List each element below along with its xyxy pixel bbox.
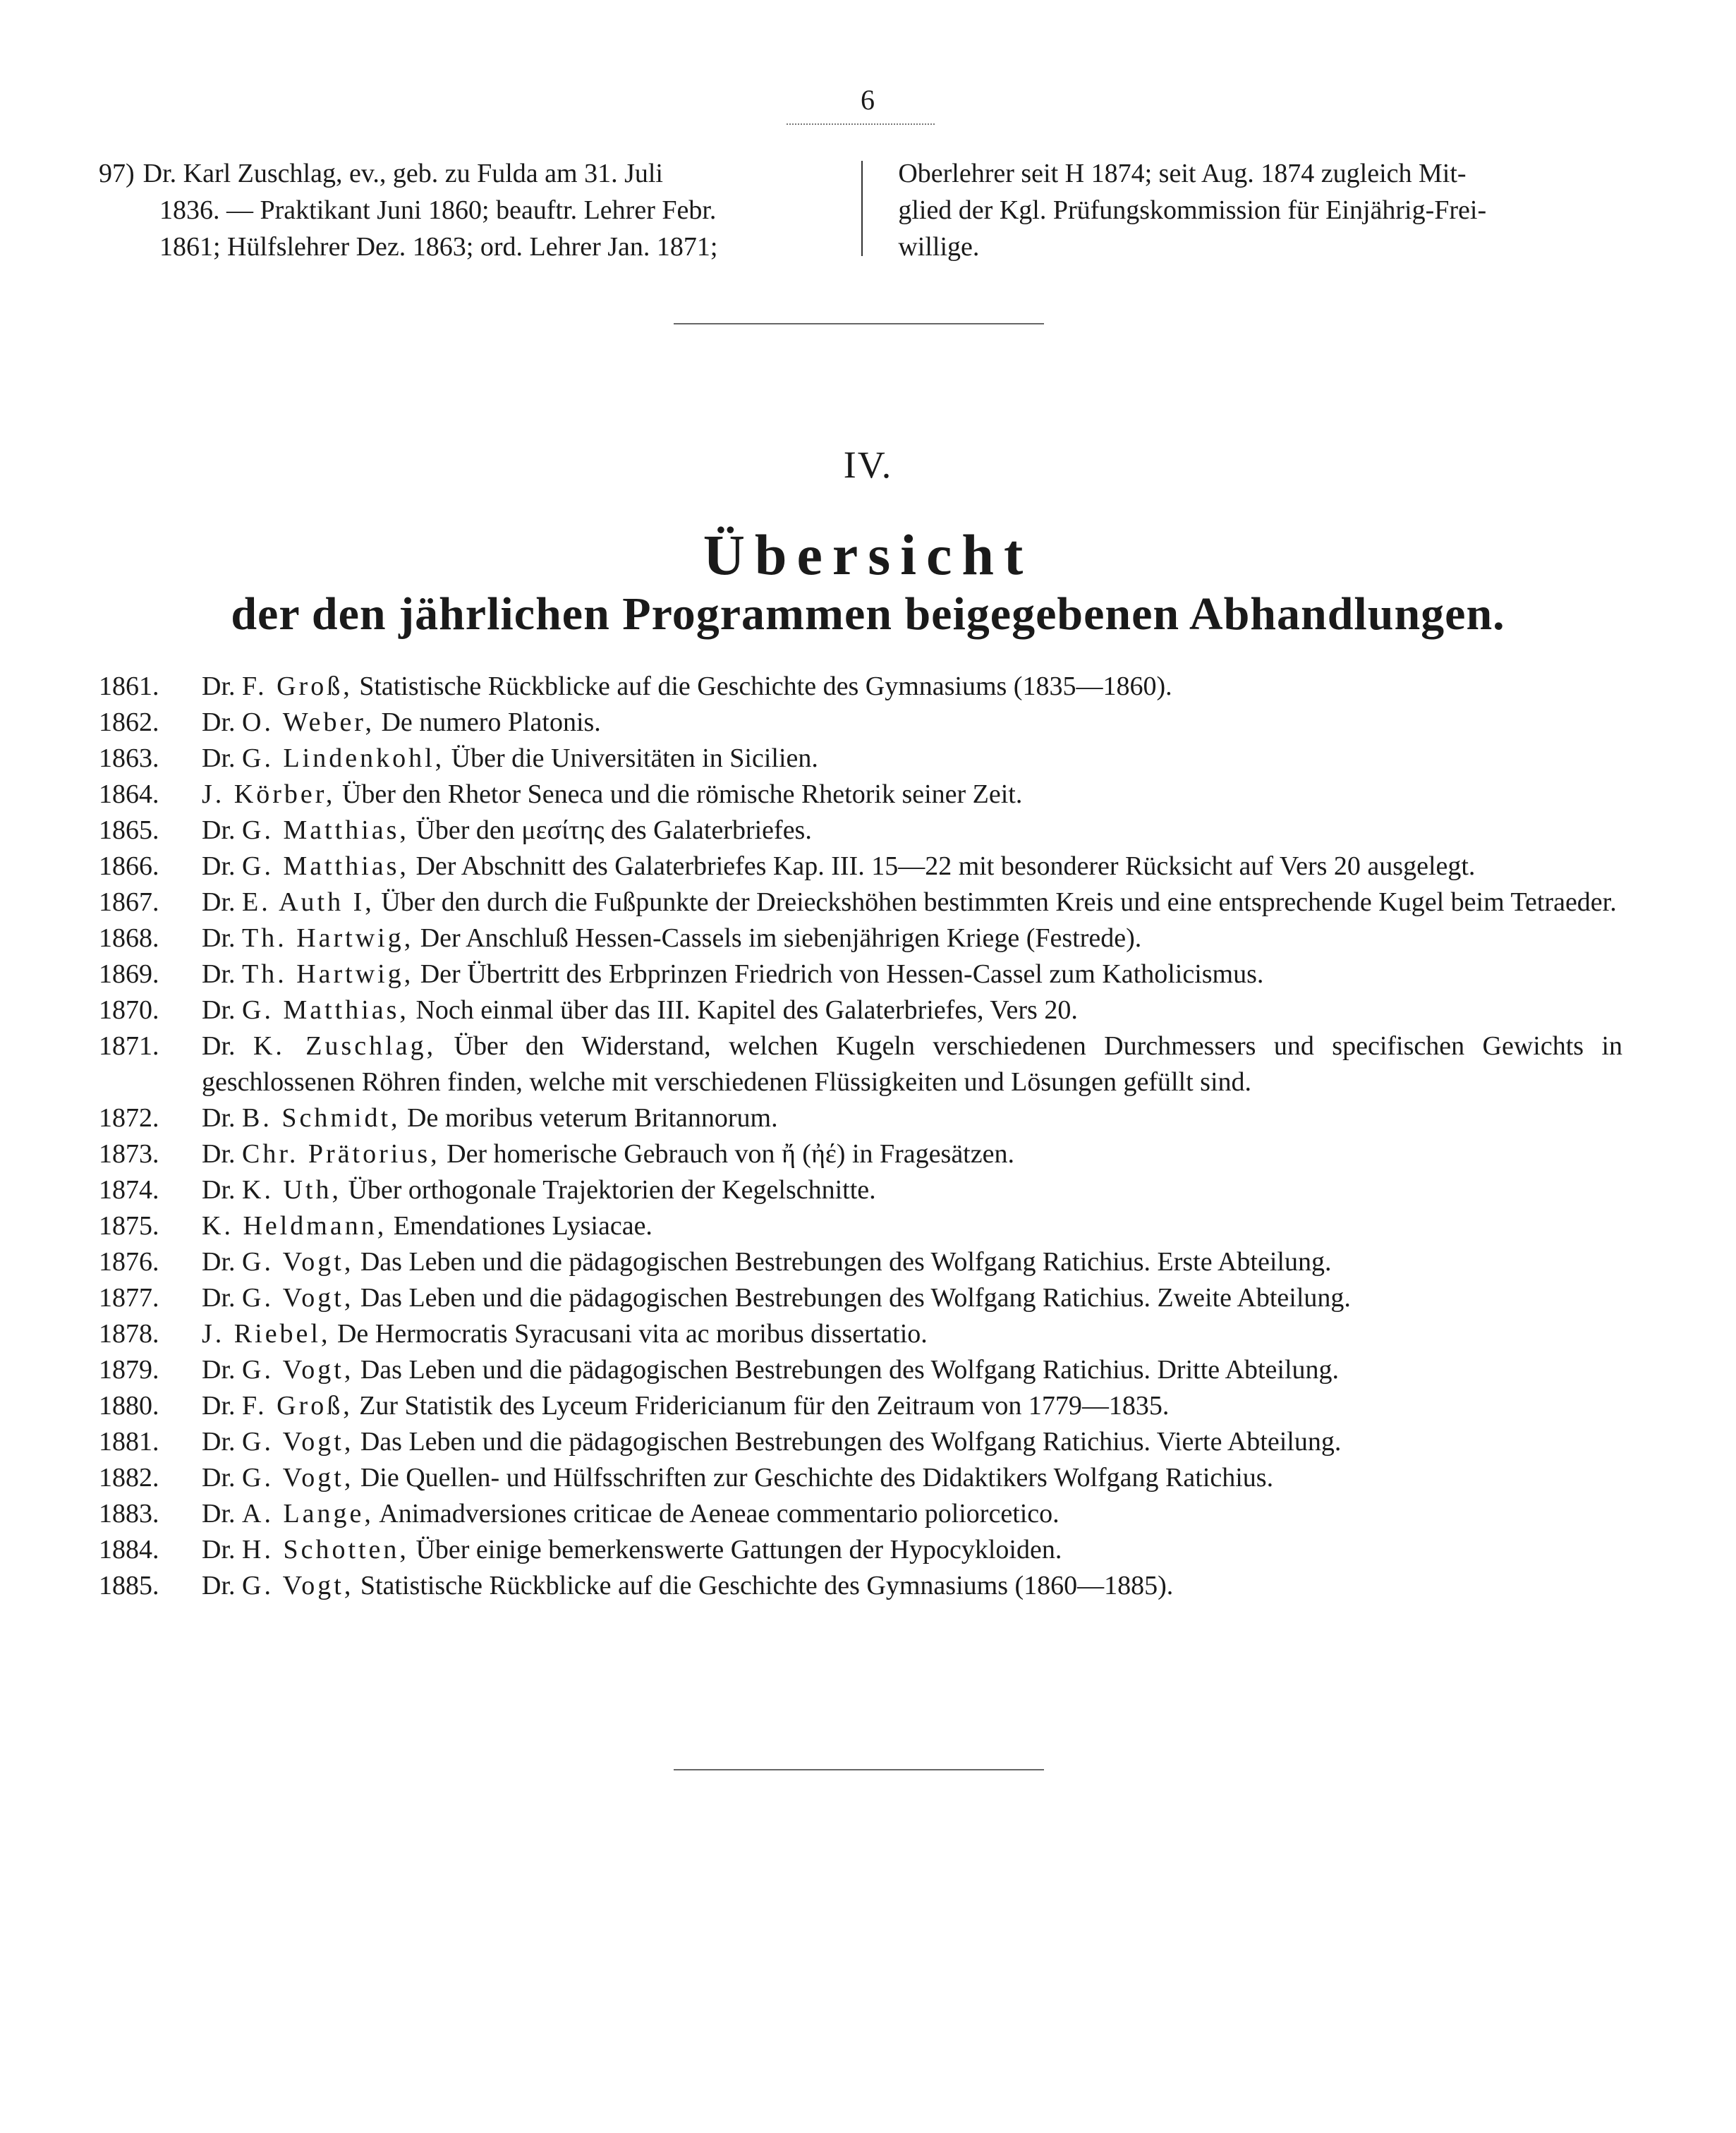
- entry-title: Der Übertritt des Erbprinzen Friedrich von Hessen-Cassel zum Katholicismus.: [420, 959, 1264, 989]
- entry-title: Das Leben und die pädagogischen Bestrebungen des Wolfgang Ratichius. Erste Abteilung.: [360, 1247, 1332, 1277]
- entry-author: A. Lange,: [242, 1499, 374, 1529]
- entry-author: K. Zuschlag,: [253, 1031, 437, 1061]
- entry-title: Der homerische Gebrauch von ἤ (ἠέ) in Fragesätzen.: [447, 1139, 1014, 1169]
- entry-author: G. Vogt,: [242, 1571, 354, 1600]
- entry-year: 1862.: [99, 707, 159, 737]
- entry-text: [202, 1532, 1622, 1568]
- entry-author: Th. Hartwig,: [242, 923, 414, 953]
- biography-line: glied der Kgl. Prüfungskommission für Einjährig-Frei-: [898, 195, 1487, 225]
- entry-text: [202, 885, 1622, 920]
- entry-year: 1870.: [99, 995, 159, 1025]
- entry-prefix: Dr.: [202, 1103, 236, 1133]
- list-item: [99, 920, 1622, 956]
- entry-prefix: Dr.: [202, 959, 236, 989]
- entry-prefix: Dr.: [202, 1463, 236, 1493]
- entry-title: Über den μεσίτης des Galaterbriefes.: [415, 815, 812, 845]
- list-item: [99, 1496, 1622, 1532]
- entry-year: 1864.: [99, 779, 159, 809]
- entry-text: [202, 1244, 1622, 1280]
- entry-author: K. Heldmann,: [202, 1211, 387, 1241]
- entry-prefix: Dr.: [202, 743, 236, 773]
- entry-author: O. Weber,: [242, 707, 375, 737]
- entry-author: G. Vogt,: [242, 1247, 354, 1277]
- entry-title: Die Quellen- und Hülfsschriften zur Geschichte des Didaktikers Wolfgang Ratichius.: [360, 1463, 1274, 1493]
- entry-text: [202, 741, 1622, 777]
- entry-title: Über einige bemerkenswerte Gattungen der Hypocykloiden.: [415, 1535, 1062, 1564]
- entry-year: 1866.: [99, 851, 159, 881]
- entry-prefix: Dr.: [202, 1391, 236, 1421]
- entry-title: Über den Rhetor Seneca und die römische Rhetorik seiner Zeit.: [341, 779, 1023, 809]
- entry-year: 1880.: [99, 1391, 159, 1421]
- entry-year: 1865.: [99, 815, 159, 845]
- entry-author: G. Matthias,: [242, 815, 409, 845]
- entry-author: G. Matthias,: [242, 995, 409, 1025]
- entry-text: [202, 1028, 1622, 1100]
- biography-right-column: [863, 155, 1626, 265]
- entry-year: 1872.: [99, 1103, 159, 1133]
- entry-title: Über orthogonale Trajektorien der Kegelschnitte.: [348, 1175, 876, 1205]
- entry-title: Noch einmal über das III. Kapitel des Galaterbriefes, Vers 20.: [415, 995, 1078, 1025]
- biography-line: 1836. — Praktikant Juni 1860; beauftr. Lehrer Febr.: [159, 195, 717, 225]
- page-number-ornament: [787, 123, 935, 125]
- entry-year: 1874.: [99, 1175, 159, 1205]
- entry-text: [202, 920, 1622, 956]
- entry-text: [202, 1496, 1622, 1532]
- list-item: [99, 1244, 1622, 1280]
- entry-year: 1885.: [99, 1571, 159, 1600]
- biography-line: Dr. Karl Zuschlag, ev., geb. zu Fulda am 31. Juli: [142, 159, 663, 188]
- page-number: 6: [861, 84, 875, 116]
- entry-year: 1875.: [99, 1211, 159, 1241]
- entry-title: Über den Widerstand, welchen Kugeln verschiedenen Durchmessers und specifischen Gewichts in geschlossenen Röhren finden, welche mit verschiedenen Flüssigkeiten und Lösungen gefüllt sind.: [202, 1031, 1623, 1097]
- list-item: [99, 849, 1622, 885]
- list-item: [99, 669, 1622, 705]
- biography-line: willige.: [898, 232, 980, 262]
- entry-text: [202, 992, 1622, 1028]
- entry-text: [202, 1280, 1622, 1316]
- entry-title: Animadversiones criticae de Aeneae commentario poliorcetico.: [379, 1499, 1060, 1529]
- entry-author: G. Vogt,: [242, 1427, 354, 1457]
- list-item: [99, 1568, 1622, 1604]
- list-item: [99, 1280, 1622, 1316]
- entry-year: 1881.: [99, 1427, 159, 1457]
- entry-year: 1873.: [99, 1139, 159, 1169]
- entry-author: J. Riebel,: [202, 1319, 331, 1349]
- entry-author: G. Vogt,: [242, 1355, 354, 1385]
- entry-text: [202, 705, 1622, 741]
- entry-year: 1863.: [99, 743, 159, 773]
- entry-prefix: Dr.: [202, 672, 236, 701]
- entry-year: 1884.: [99, 1535, 159, 1564]
- entry-title: De numero Platonis.: [381, 707, 601, 737]
- list-item: [99, 885, 1622, 920]
- entry-year: 1869.: [99, 959, 159, 989]
- entry-title: Statistische Rückblicke auf die Geschichte des Gymnasiums (1835—1860).: [359, 672, 1172, 701]
- list-item: [99, 741, 1622, 777]
- entry-text: [202, 956, 1622, 992]
- entry-prefix: Dr.: [202, 1139, 236, 1169]
- list-item: [99, 1316, 1622, 1352]
- entry-title: Emendationes Lysiacae.: [393, 1211, 652, 1241]
- list-item: [99, 1172, 1622, 1208]
- entry-prefix: Dr.: [202, 1571, 236, 1600]
- biography-line: Oberlehrer seit H 1874; seit Aug. 1874 zugleich Mit-: [898, 159, 1467, 188]
- section-divider-bottom: [674, 1769, 1044, 1770]
- biography-left-column: [99, 155, 861, 265]
- entry-author: G. Lindenkohl,: [242, 743, 445, 773]
- entry-author: G. Vogt,: [242, 1283, 354, 1313]
- entry-text: [202, 1172, 1622, 1208]
- entry-prefix: Dr.: [202, 1247, 236, 1277]
- entry-author: Th. Hartwig,: [242, 959, 414, 989]
- entry-text: [202, 813, 1622, 849]
- entry-year: 1879.: [99, 1355, 159, 1385]
- entry-title: Über den durch die Fußpunkte der Dreieckshöhen bestimmten Kreis und eine entsprechende Kugel beim Tetraeder.: [381, 887, 1617, 917]
- list-item: [99, 705, 1622, 741]
- entry-title: De moribus veterum Britannorum.: [407, 1103, 778, 1133]
- entry-author: H. Schotten,: [242, 1535, 409, 1564]
- entry-text: [202, 849, 1622, 885]
- entry-year: 1878.: [99, 1319, 159, 1349]
- entry-title: Statistische Rückblicke auf die Geschichte des Gymnasiums (1860—1885).: [360, 1571, 1174, 1600]
- entry-author: B. Schmidt,: [242, 1103, 401, 1133]
- biography-entry: [99, 155, 1626, 265]
- entry-author: E. Auth I,: [242, 887, 375, 917]
- entry-year: 1871.: [99, 1031, 159, 1061]
- entry-year: 1867.: [99, 887, 159, 917]
- entry-year: 1882.: [99, 1463, 159, 1493]
- list-item: [99, 1460, 1622, 1496]
- entry-prefix: Dr.: [202, 1283, 236, 1313]
- entry-year: 1883.: [99, 1499, 159, 1529]
- entry-title: Der Anschluß Hessen-Cassels im siebenjährigen Kriege (Festrede).: [420, 923, 1142, 953]
- entry-author: K. Uth,: [242, 1175, 341, 1205]
- entry-prefix: Dr.: [202, 887, 236, 917]
- entry-text: [202, 1388, 1622, 1424]
- list-item: [99, 1100, 1622, 1136]
- entry-prefix: Dr.: [202, 1175, 236, 1205]
- entry-text: [202, 1208, 1622, 1244]
- entry-year: 1868.: [99, 923, 159, 953]
- entry-prefix: Dr.: [202, 707, 236, 737]
- entry-text: [202, 1424, 1622, 1460]
- entry-title: Der Abschnitt des Galaterbriefes Kap. III. 15—22 mit besonderer Rücksicht auf Vers 20 ausgelegt.: [415, 851, 1476, 881]
- list-item: [99, 813, 1622, 849]
- entry-title: Das Leben und die pädagogischen Bestrebungen des Wolfgang Ratichius. Vierte Abteilung.: [360, 1427, 1342, 1457]
- entry-text: [202, 669, 1622, 705]
- biography-line: 1861; Hülfslehrer Dez. 1863; ord. Lehrer Jan. 1871;: [159, 232, 718, 262]
- section-title: Übersicht: [703, 523, 1033, 587]
- entry-author: G. Vogt,: [242, 1463, 354, 1493]
- list-item: [99, 1136, 1622, 1172]
- entry-title: Zur Statistik des Lyceum Fridericianum für den Zeitraum von 1779—1835.: [359, 1391, 1170, 1421]
- entry-title: Das Leben und die pädagogischen Bestrebungen des Wolfgang Ratichius. Dritte Abteilung.: [360, 1355, 1340, 1385]
- entry-author: F. Groß,: [242, 672, 353, 701]
- list-item: [99, 777, 1622, 813]
- entry-author: F. Groß,: [242, 1391, 353, 1421]
- entry-title: Das Leben und die pädagogischen Bestrebungen des Wolfgang Ratichius. Zweite Abteilung.: [360, 1283, 1351, 1313]
- list-item: [99, 1028, 1622, 1100]
- entry-prefix: Dr.: [202, 995, 236, 1025]
- entry-prefix: Dr.: [202, 815, 236, 845]
- entry-year: 1861.: [99, 672, 159, 701]
- entry-text: [202, 1352, 1622, 1388]
- entry-prefix: Dr.: [202, 1427, 236, 1457]
- entry-prefix: Dr.: [202, 1031, 236, 1061]
- entry-year: 1876.: [99, 1247, 159, 1277]
- list-item: [99, 956, 1622, 992]
- list-item: [99, 1424, 1622, 1460]
- list-item: [99, 1388, 1622, 1424]
- entry-author: Chr. Prätorius,: [242, 1139, 440, 1169]
- entry-author: G. Matthias,: [242, 851, 409, 881]
- entry-text: [202, 1568, 1622, 1604]
- entry-text: [202, 1460, 1622, 1496]
- entry-text: [202, 1100, 1622, 1136]
- entry-prefix: Dr.: [202, 1355, 236, 1385]
- treatise-list: [99, 669, 1622, 1604]
- entry-text: [202, 1316, 1622, 1352]
- entry-prefix: Dr.: [202, 851, 236, 881]
- list-item: [99, 1352, 1622, 1388]
- entry-title: Über die Universitäten in Sicilien.: [451, 743, 818, 773]
- biography-number: 97): [99, 159, 135, 188]
- entry-text: [202, 777, 1622, 813]
- entry-prefix: Dr.: [202, 923, 236, 953]
- section-subtitle: der den jährlichen Programmen beigegebenen Abhandlungen.: [231, 588, 1505, 640]
- entry-author: J. Körber,: [202, 779, 336, 809]
- entry-text: [202, 1136, 1622, 1172]
- section-number: IV.: [843, 444, 893, 486]
- entry-title: De Hermocratis Syracusani vita ac moribus dissertatio.: [336, 1319, 928, 1349]
- entry-prefix: Dr.: [202, 1535, 236, 1564]
- list-item: [99, 1532, 1622, 1568]
- section-divider-top: [674, 323, 1044, 324]
- list-item: [99, 992, 1622, 1028]
- entry-prefix: Dr.: [202, 1499, 236, 1529]
- entry-year: 1877.: [99, 1283, 159, 1313]
- list-item: [99, 1208, 1622, 1244]
